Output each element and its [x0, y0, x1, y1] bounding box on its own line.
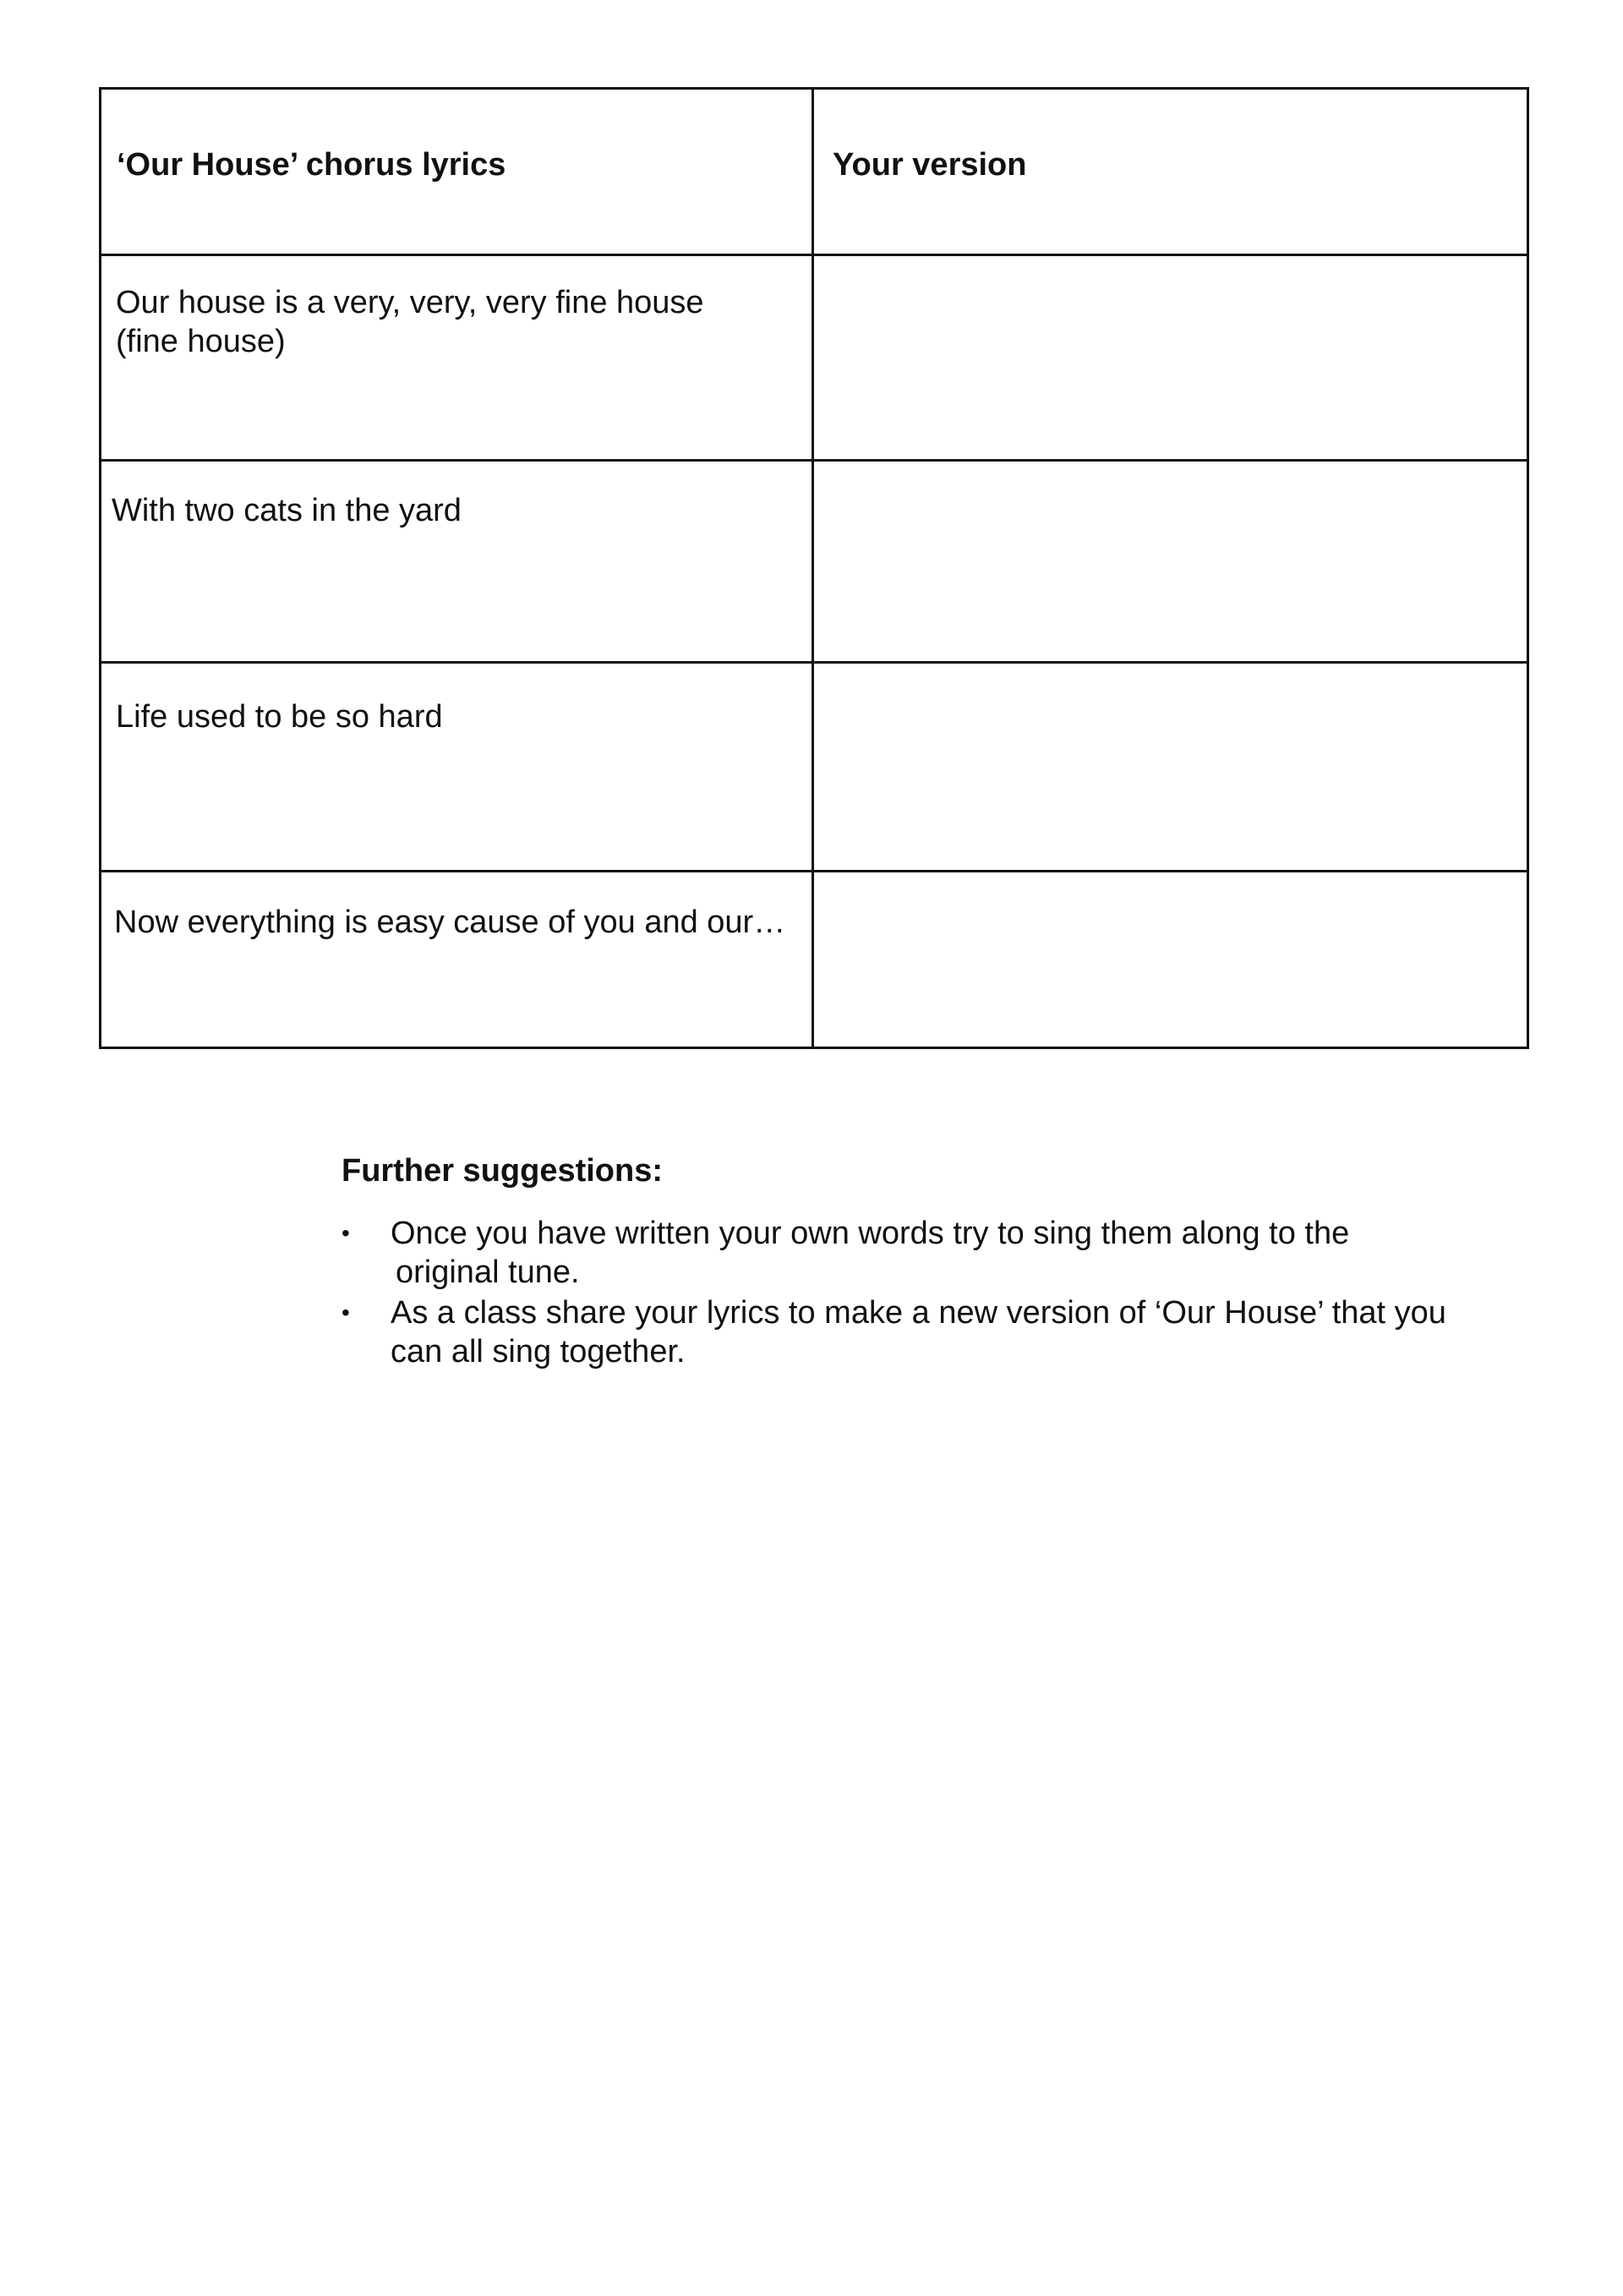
version-text[interactable]	[814, 462, 1527, 491]
version-cell[interactable]	[813, 663, 1528, 872]
list-item	[342, 1293, 1508, 1371]
table-header-row	[101, 89, 1528, 255]
lyric-cell	[101, 663, 813, 872]
version-cell[interactable]	[813, 461, 1528, 663]
lyrics-table	[99, 87, 1529, 1049]
lyric-text	[101, 256, 812, 361]
lyric-cell	[101, 255, 813, 461]
suggestion-line: can all sing together.	[391, 1334, 686, 1369]
lyric-cell	[101, 461, 813, 663]
lyric-text: Now everything is easy cause of you and our…	[114, 905, 786, 940]
suggestion-line: original tune.	[396, 1255, 580, 1290]
version-text[interactable]	[814, 256, 1527, 283]
suggestions-title: Further suggestions:	[342, 1153, 664, 1189]
table-row	[101, 461, 1528, 663]
lyric-line: Our house is a very, very, very fine house	[116, 285, 704, 320]
lyric-text: With two cats in the yard	[112, 493, 462, 528]
list-item	[342, 1214, 1508, 1292]
lyric-line: (fine house)	[116, 324, 286, 359]
suggestion-line: Once you have written your own words try to sing them along to the	[391, 1216, 1350, 1251]
suggestion-list	[342, 1214, 1508, 1371]
bullet-icon: •	[342, 1220, 350, 1246]
lyric-cell	[101, 872, 813, 1048]
table-row	[101, 663, 1528, 872]
lyric-text: Life used to be so hard	[116, 699, 443, 735]
version-cell[interactable]	[813, 255, 1528, 461]
table-row	[101, 255, 1528, 461]
header-cell-lyrics	[101, 89, 813, 255]
bullet-icon: •	[342, 1299, 350, 1326]
version-text[interactable]	[814, 664, 1527, 697]
version-cell[interactable]	[813, 872, 1528, 1048]
suggestion-line: As a class share your lyrics to make a new version of ‘Our House’ that you	[391, 1295, 1446, 1331]
header-lyrics: ‘Our House’ chorus lyrics	[117, 147, 506, 183]
further-suggestions-section	[342, 1151, 1508, 1373]
header-your-version: Your version	[833, 147, 1027, 183]
table-row	[101, 872, 1528, 1048]
version-text[interactable]	[814, 872, 1527, 903]
header-cell-version	[813, 89, 1528, 255]
